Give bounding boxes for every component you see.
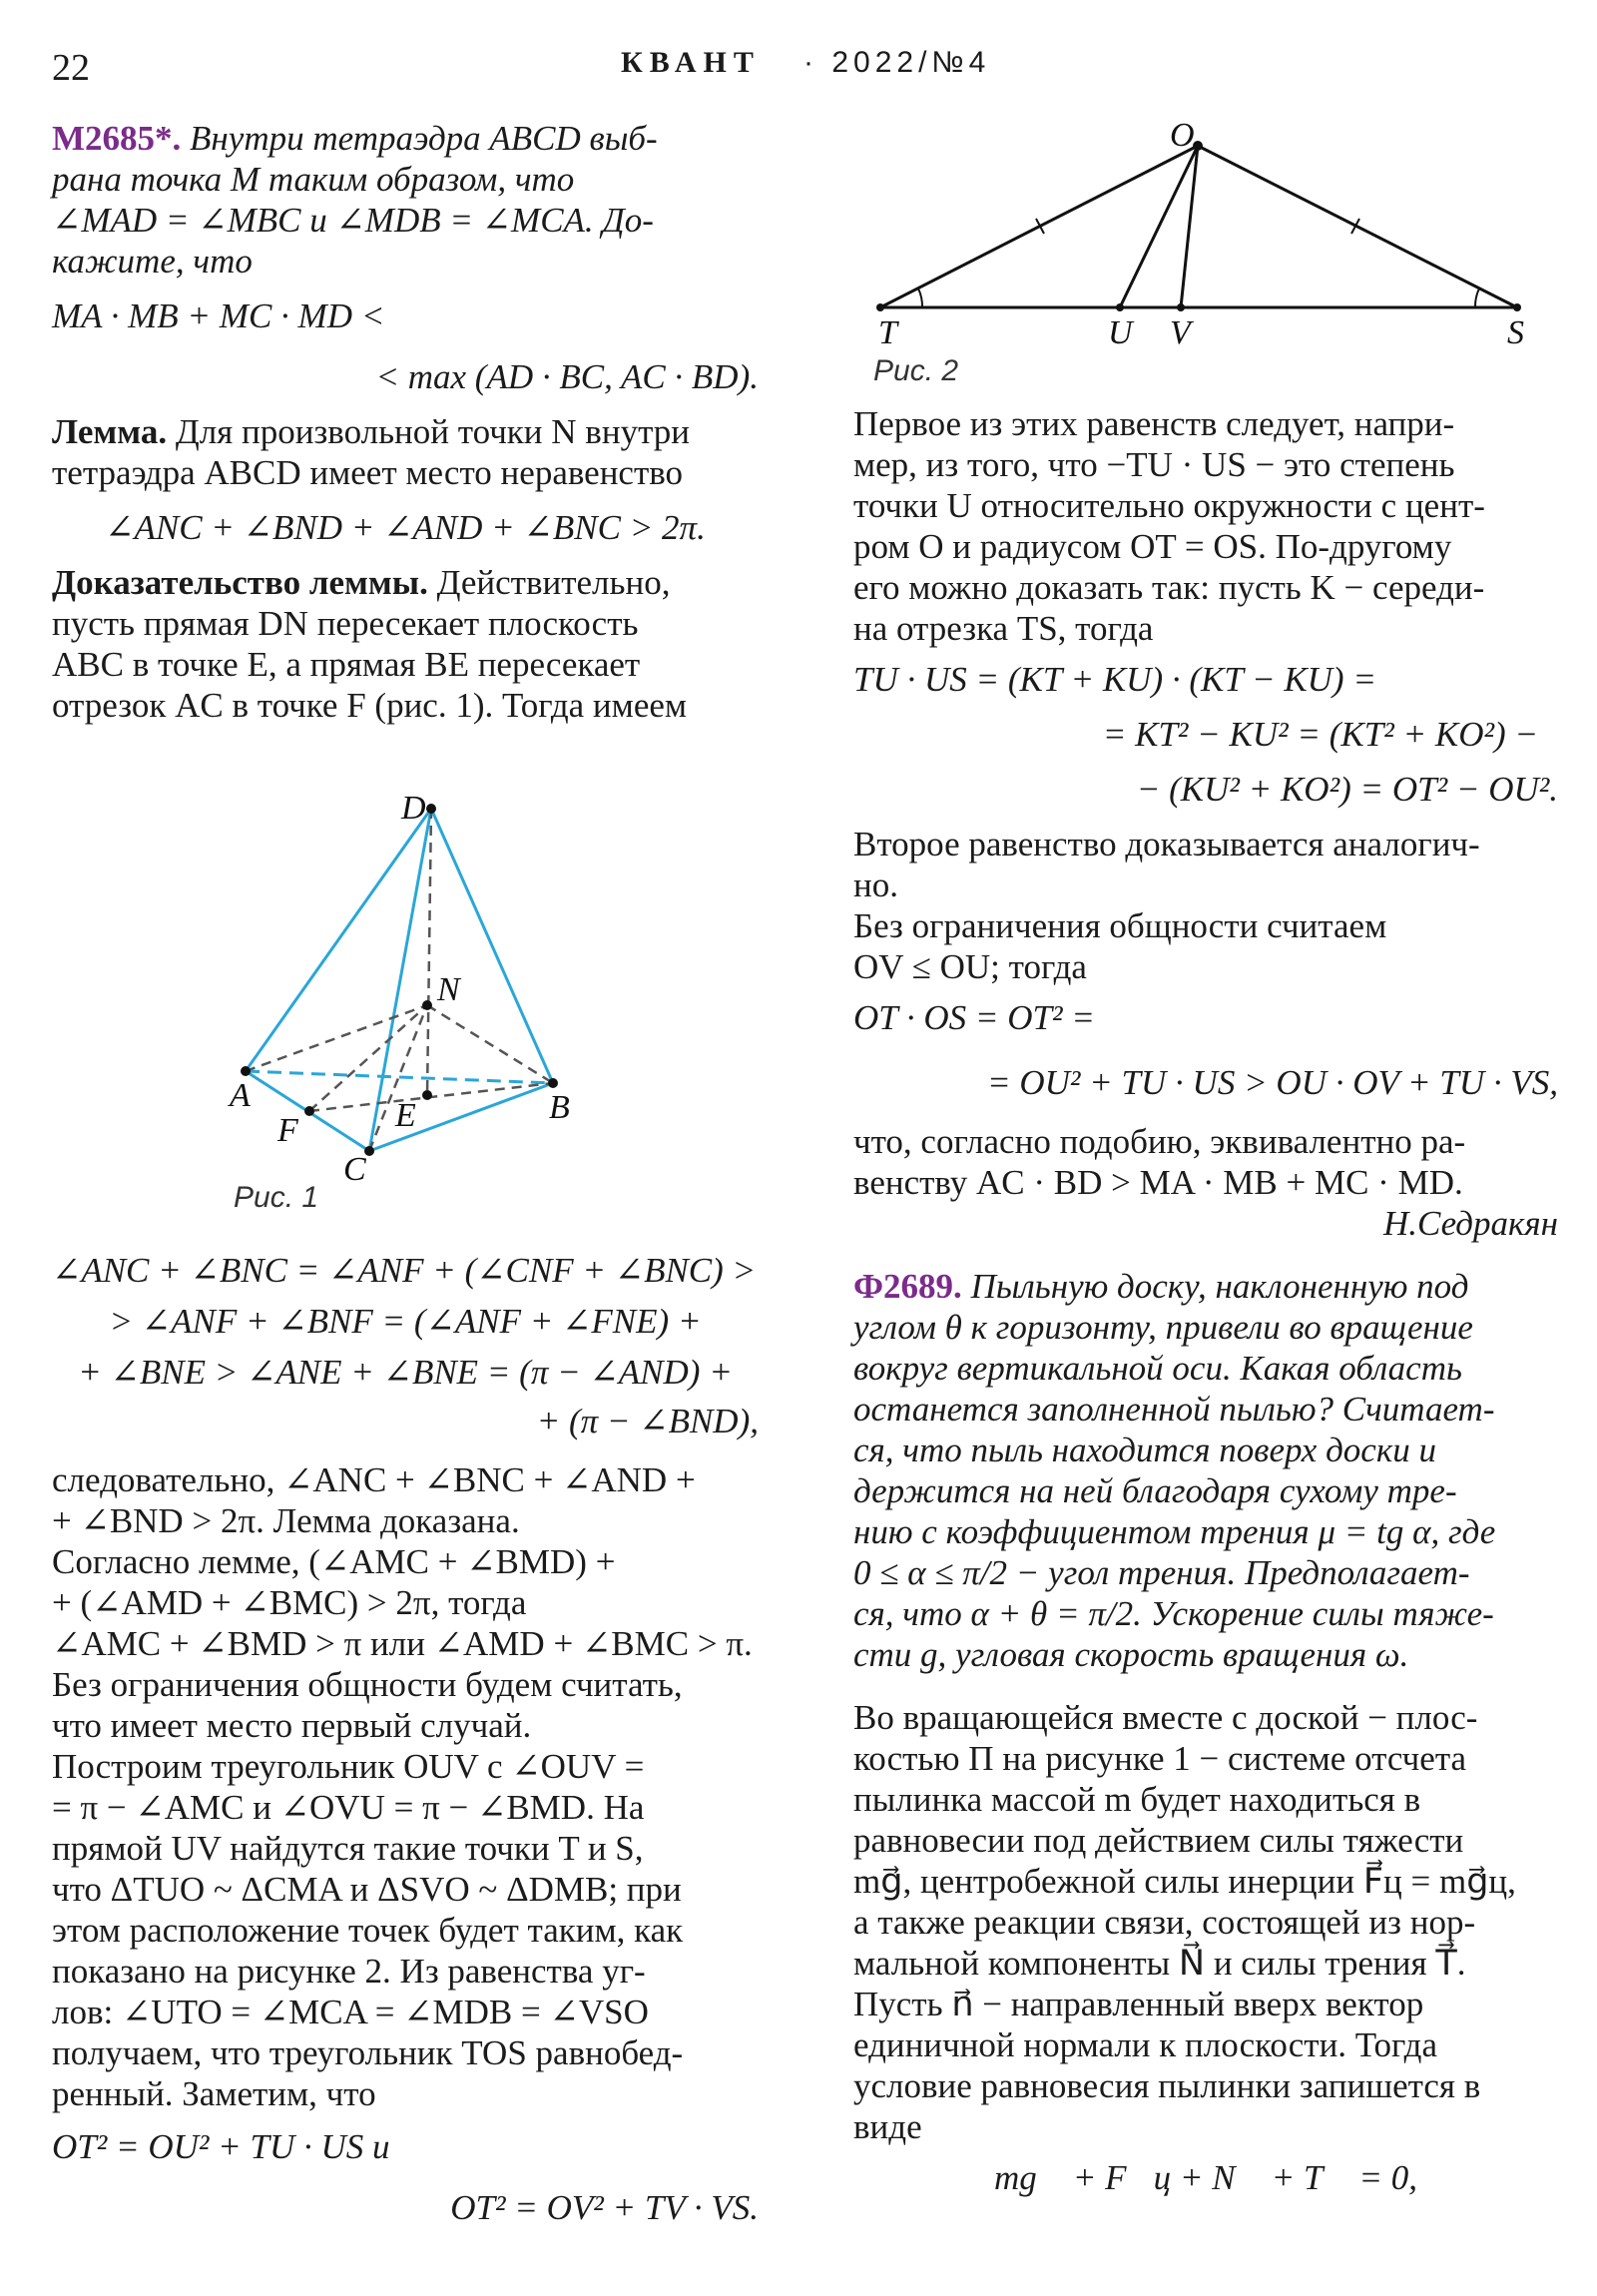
paragraph-2 [853,824,1558,987]
figure-2-lines [880,146,1517,307]
final-equation: mg⃗ + F⃗ц + N⃗ + T⃗ = 0, [993,2158,1418,2197]
line-TO [880,146,1198,307]
left-column-lower [52,1250,759,2228]
journal-title: КВАНТ [621,46,761,79]
text-line: точки U относительно окружности с цент- [853,486,1485,525]
label-E: E [395,1097,416,1134]
paragraph-4 [853,1697,1558,2147]
equation-line: + ∠BNE > ∠ANE + ∠BNE = (π − ∠AND) + [78,1353,733,1392]
edge-DA [246,809,431,1071]
point-V [1177,303,1185,311]
text-line: + (∠AMD + ∠BMC) > 2π, тогда [52,1583,527,1622]
inequality-line-1: MA · MB + MC · MD < [52,296,385,335]
problem-line: Пыльную доску, наклоненную под [961,1267,1469,1306]
label-S: S [1507,314,1524,351]
text-line: ∠AMC + ∠BMD > π или ∠AMD + ∠BMC > π. [52,1624,753,1663]
figure-2-points [876,141,1521,311]
text-line: на отрезка TS, тогда [853,609,1154,648]
equation-line: + (π − ∠BND), [536,1402,759,1440]
text-line: венству AC · BD > MA · MB + MC · MD. [853,1163,1463,1202]
lemma-proof [52,562,759,726]
equation-ot-1: OT² = OU² + TU · US и [52,2127,390,2166]
lemma-formula: ∠ANC + ∠BND + ∠AND + ∠BNC > 2π. [105,508,706,547]
edge-AB-hidden [246,1071,553,1083]
proof-line: Действительно, [427,563,671,602]
problem-line: нию с коэффициентом трения μ = tg α, где [853,1512,1496,1551]
text-line: что, согласно подобию, эквивалентно ра- [853,1122,1466,1161]
point-T [876,303,884,311]
text-line: Пусть n⃗ − направленный вверх вектор [853,1985,1424,2023]
inequality-line-2: < max (AD · BC, AC · BD). [375,357,759,396]
text-line: Первое из этих равенств следует, напри- [853,404,1455,443]
lemma-label: Лемма. [52,412,168,451]
angle-S [1475,288,1479,307]
equation-o-2: = OU² + TU · US > OU · OV + TU · VS, [987,1063,1558,1102]
text-line: Во вращающейся вместе с доской − плос- [853,1698,1478,1737]
problem-line: кажите, что [52,242,253,281]
text-line: = π − ∠AMC и ∠OVU = π − ∠BMD. На [52,1788,645,1827]
page-number: 22 [52,47,90,89]
text-line: Построим треугольник OUV с ∠OUV = [52,1747,645,1786]
text-line: Второе равенство доказывается аналогич- [853,825,1480,863]
figure-1-caption: Рис. 1 [234,1181,319,1214]
label-F: F [277,1112,298,1149]
figure-2-caption: Рис. 2 [873,354,959,387]
paragraph-3 [853,1121,1558,1203]
problem-statement [52,118,759,282]
line-FN [309,1005,427,1111]
figure-1-tetrahedron [220,789,619,1188]
equation-line: > ∠ANF + ∠BNF = (∠ANF + ∠FNE) + [109,1302,702,1341]
label-T: T [878,314,897,351]
label-A: A [230,1077,251,1114]
angle-T [918,288,922,307]
problem-line: рана точка M таким образом, что [52,160,575,199]
left-column [52,118,759,726]
text-line: а также реакции связи, состоящей из нор- [853,1903,1476,1942]
text-line: Без ограничения общности будем считать, [52,1665,683,1704]
text-line: следовательно, ∠ANC + ∠BNC + ∠AND + [52,1460,696,1499]
equation-k-3: − (KU² + KO²) = OT² − OU². [1136,770,1558,809]
equation-k-2: = KT² − KU² = (KT² + KO²) − [1102,715,1538,754]
problem-line: вокруг вертикальной оси. Какая область [853,1349,1462,1388]
label-U: U [1108,314,1133,351]
text-line: этом расположение точек будет таким, как [52,1911,684,1950]
right-column [853,403,1558,2198]
text-line: что ΔTUO ~ ΔCMA и ΔSVO ~ ΔDMB; при [52,1870,682,1909]
text-line: прямой UV найдутся такие точки T и S, [52,1829,644,1868]
problem-line: ся, что α + θ = π/2. Ускорение силы тяже- [853,1594,1494,1633]
equation-line: ∠ANC + ∠BNC = ∠ANF + (∠CNF + ∠BNC) > [52,1251,757,1290]
proof-continuation [52,1459,759,2114]
edge-DB [431,809,553,1083]
figure-2-triangle [858,118,1557,357]
point-F [304,1106,314,1116]
text-line: единичной нормали к плоскости. Тогда [853,2025,1438,2064]
problem-line: ∠MAD = ∠MBC и ∠MDB = ∠MCA. До- [52,201,654,240]
lemma [52,411,759,493]
label-V: V [1170,314,1191,351]
text-line: получаем, что треугольник TOS равнобед- [52,2033,684,2072]
proof-line: ABC в точке E, а прямая BE пересекает [52,645,641,684]
point-N [422,1000,432,1010]
issue-number: · 2022/№4 [803,46,991,79]
label-C: C [343,1151,366,1188]
problem-line: углом θ к горизонту, привели во вращение [853,1308,1473,1347]
text-line: костью Π на рисунке 1 − системе отсчета [853,1739,1467,1778]
proof-line: пусть прямая DN пересекает плоскость [52,604,639,643]
problem-line: останется заполненной пылью? Считает- [853,1390,1495,1429]
text-line: мер, из того, что −TU · US − это степень [853,445,1455,484]
text-line: Без ограничения общности считаем [853,906,1387,945]
text-line: ром O и радиусом OT = OS. По-другому [853,527,1452,566]
point-D [426,804,436,814]
line-OU [1120,146,1198,307]
point-E [422,1090,432,1100]
label-N: N [437,971,460,1008]
proof-label: Доказательство леммы. [52,563,428,602]
text-line: пылинка массой m будет находиться в [853,1780,1421,1819]
text-line: его можно доказать так: пусть K − середи- [853,568,1485,607]
text-line: OV ≤ OU; тогда [853,947,1087,986]
point-U [1116,303,1124,311]
problem-line: сти g, угловая скорость вращения ω. [853,1635,1409,1674]
line-OS [1198,146,1517,307]
text-line: лов: ∠UTO = ∠MCA = ∠MDB = ∠VSO [52,1993,649,2031]
problem-line: Внутри тетраэдра ABCD выб- [190,119,658,158]
point-B [548,1078,558,1088]
equation-o-1: OT · OS = OT² = [853,998,1095,1037]
line-OV [1181,146,1198,307]
text-line: mg⃗, центробежной силы инерции F⃗ц = mg⃗ц, [853,1862,1516,1901]
proof-line: отрезок AC в точке F (рис. 1). Тогда имеем [52,686,688,725]
line-DE [427,809,431,1095]
text-line: что имеет место первый случай. [52,1706,532,1745]
text-line: виде [853,2107,922,2146]
text-line: равновесии под действием силы тяжести [853,1821,1464,1860]
problem-line: держится на ней благодаря сухому тре- [853,1471,1457,1510]
label-D: D [401,790,426,827]
lemma-line: тетраэдра ABCD имеет место неравенство [52,453,684,492]
line-AN [246,1005,427,1071]
text-line: Согласно лемме, (∠AMC + ∠BMD) + [52,1542,616,1581]
text-line: ренный. Заметим, что [52,2074,376,2113]
problem-id: М2685*. [52,119,182,158]
author: Н.Седракян [1383,1204,1558,1243]
equation-k-1: TU · US = (KT + KU) · (KT − KU) = [853,660,1376,699]
problem-line: ся, что пыль находится поверх доски и [853,1431,1436,1469]
equation-ot-2: OT² = OV² + TV · VS. [450,2188,759,2227]
text-line: но. [853,865,898,904]
text-line: мальной компоненты N⃗ и силы трения T⃗. [853,1944,1466,1983]
paragraph-1 [853,403,1558,649]
problem-line: 0 ≤ α ≤ π/2 − угол трения. Предполагает- [853,1553,1470,1592]
point-S [1513,303,1521,311]
problem-2-statement [853,1266,1558,1675]
text-line: показано на рисунке 2. Из равенства уг- [52,1952,646,1991]
label-B: B [549,1089,570,1126]
label-O: O [1170,118,1195,154]
text-line: условие равновесия пылинки запишется в [853,2066,1481,2105]
problem-2-id: Ф2689. [853,1267,962,1306]
lemma-line: Для произвольной точки N внутри [167,412,691,451]
text-line: + ∠BND > 2π. Лемма доказана. [52,1501,520,1540]
point-A [241,1066,251,1076]
